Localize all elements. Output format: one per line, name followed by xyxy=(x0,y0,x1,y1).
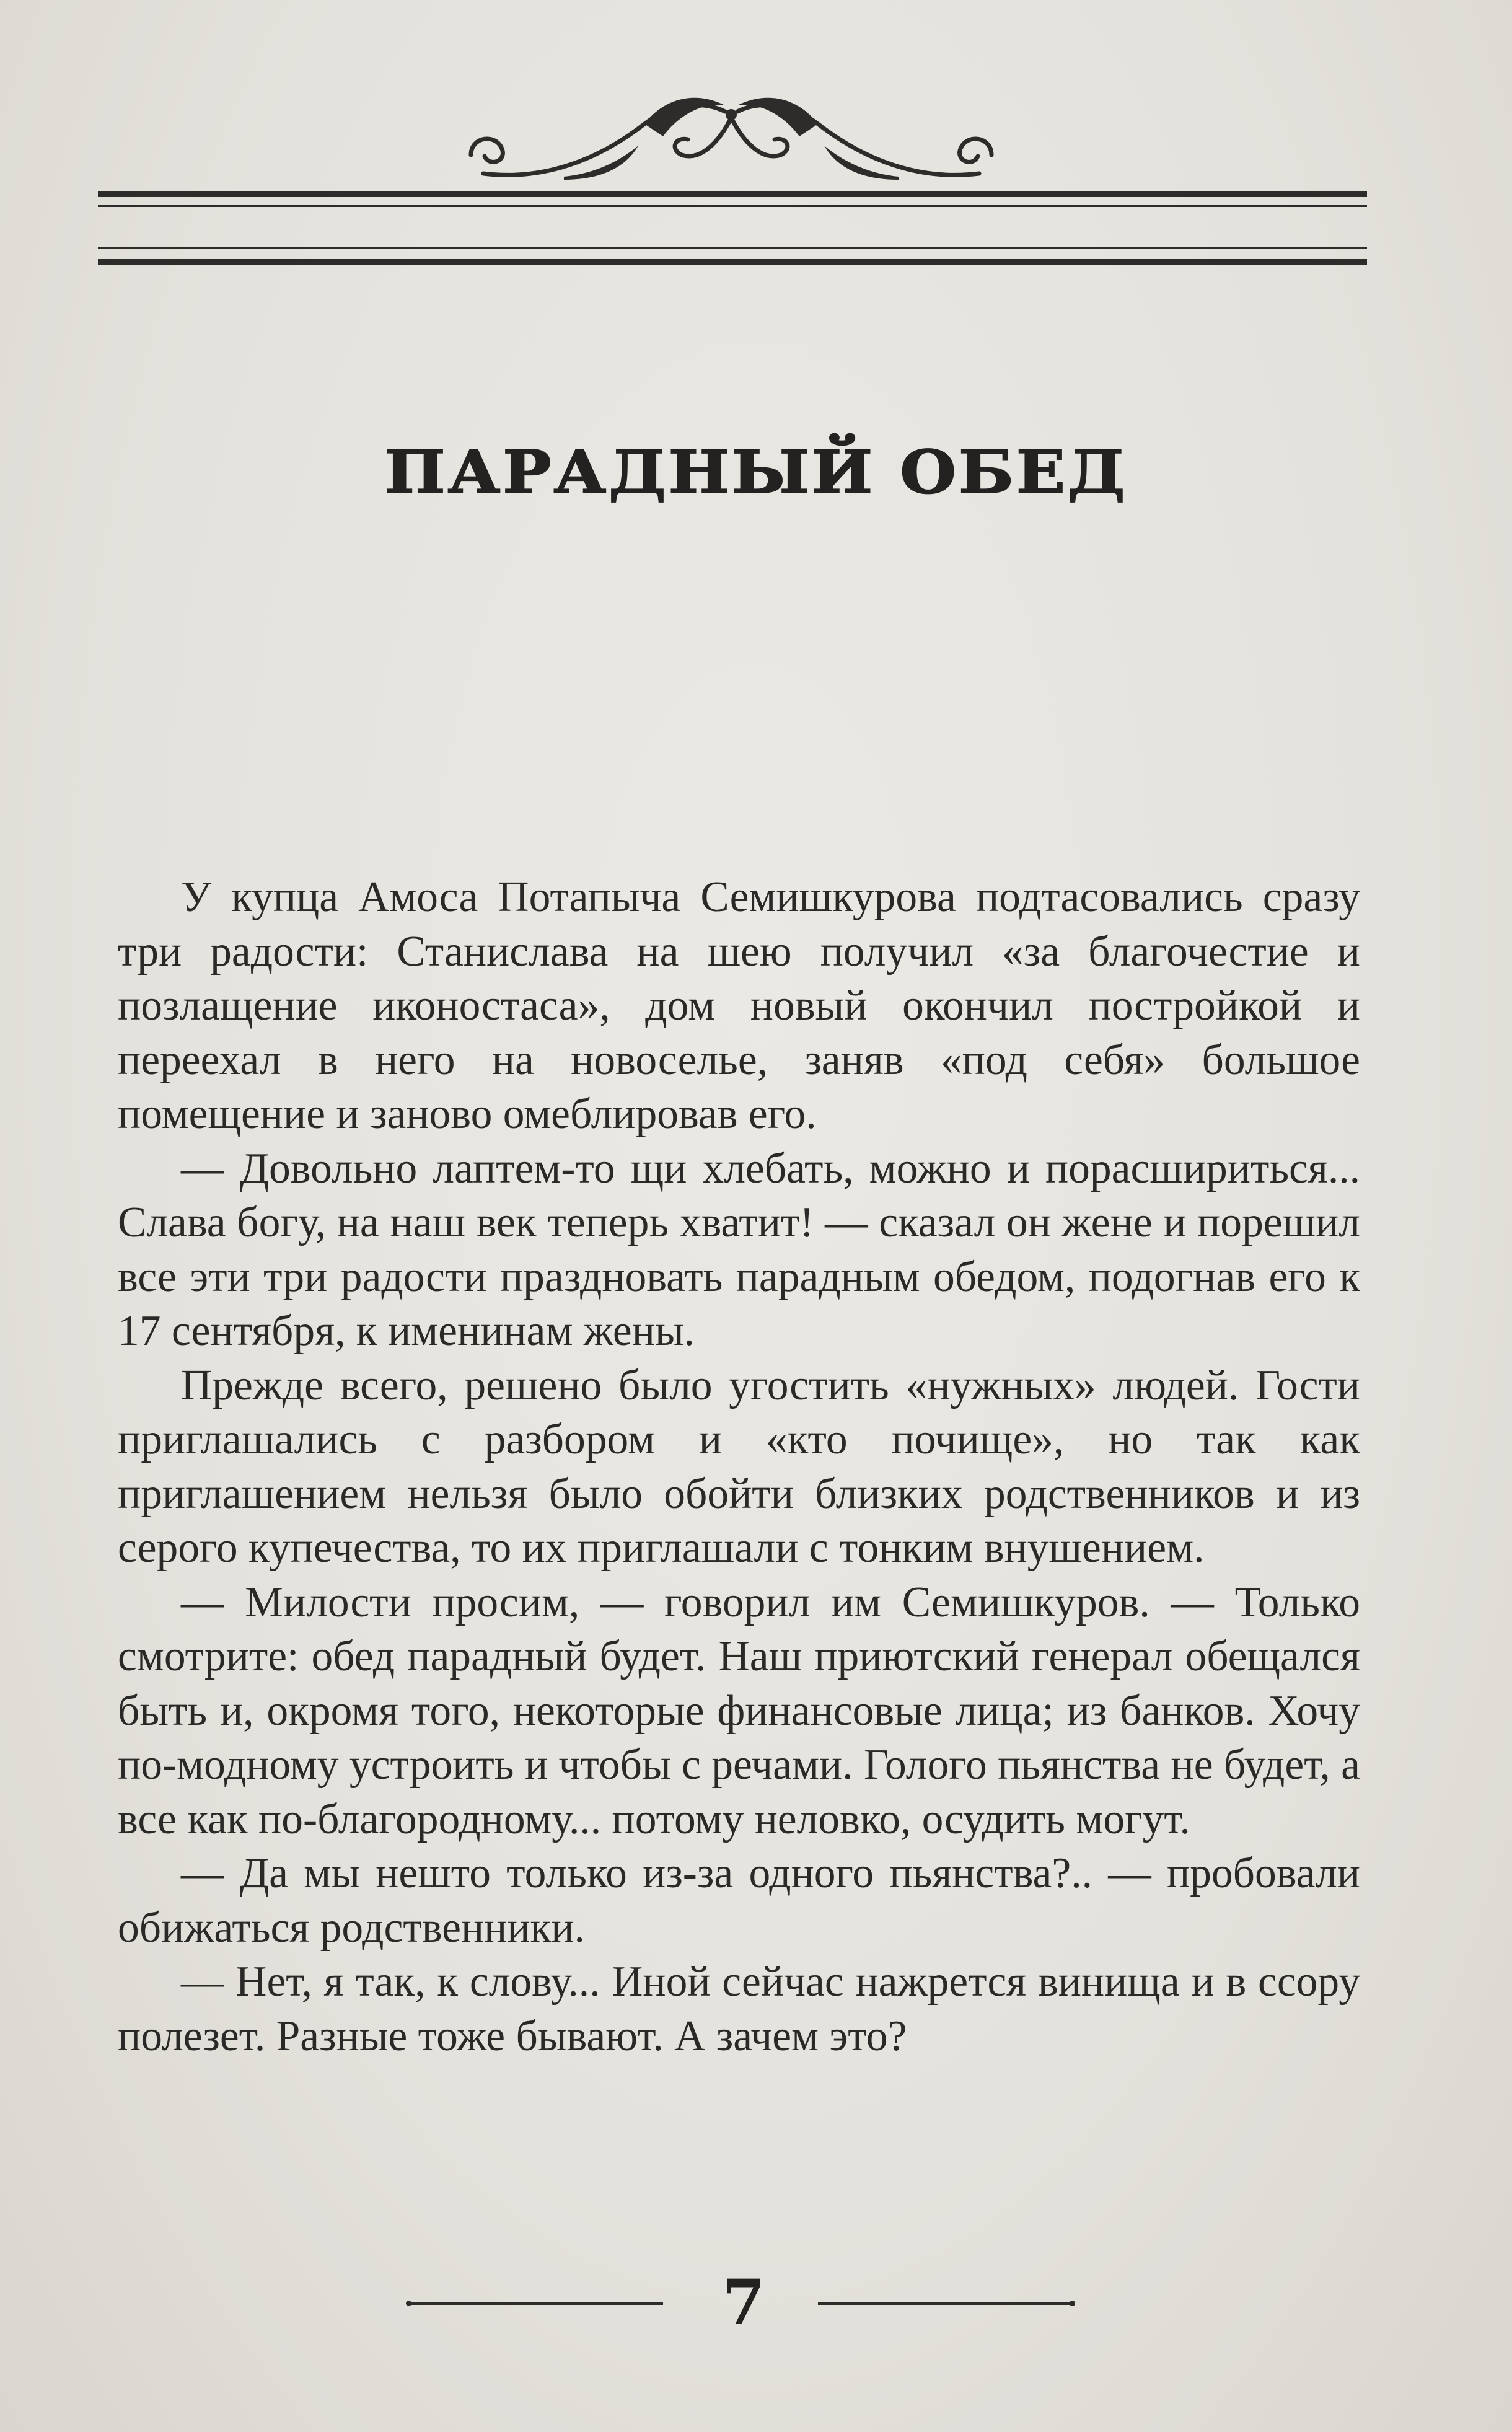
header-rule-bottom-thin xyxy=(98,247,1367,249)
chapter-title: ПАРАДНЫЙ ОБЕД xyxy=(384,436,1128,508)
paragraph: — Довольно лаптем-то щи хлебать, можно и порасшириться... Слава богу, на наш век теперь хватит! — сказал он жене и порешил все эти три радости праздновать парадным обедом, подогнав его к 17 сентября, к именинам жены. xyxy=(118,1144,1360,1355)
paragraph: Прежде всего, решено было угостить «нужных» людей. Гости приглашались с разбором и «кто почище», но так как приглашением нельзя было обойти близких родственников и из серого купечества, то их приглашали с тонким внушением. xyxy=(118,1361,1360,1572)
flourish-ornament-icon xyxy=(459,87,1004,198)
header-rule-top-thin xyxy=(98,205,1367,207)
paragraph: У купца Амоса Потапыча Семишкурова подтасовались сразу три радости: Станислава на шею получил «за благочестие и позлащение иконостаса», дом новый окончил постройкой и переехал в него на новоселье, заняв «под себя» большое помещение и заново омеблировав его. xyxy=(118,873,1360,1138)
page-number: 7 xyxy=(722,2266,765,2339)
paragraph: — Да мы нешто только из-за одного пьянства?.. — пробовали обижаться родственники. xyxy=(118,1849,1360,1952)
footer-rule-left xyxy=(409,2302,663,2305)
header-rule-bottom-thick xyxy=(98,259,1367,265)
header-rule-top-thick xyxy=(98,191,1367,197)
paragraph: — Милости просим, — говорил им Семишкуров. — Только смотрите: обед парадный будет. Наш приютский генерал обещался быть и, окромя того, некоторые финансовые лица; из банков. Хочу по-модному устроить и чтобы с речами. Голого пьянства не будет, а все как по-благородному... потому неловко, осудить могут. xyxy=(118,1578,1360,1843)
footer-rule-right xyxy=(818,2302,1072,2305)
footer-rule-right-end xyxy=(1070,2301,1075,2306)
body-text xyxy=(118,870,1360,2063)
paragraph: — Нет, я так, к слову... Иной сейчас нажрется винища и в ссору полезет. Разные тоже бывают. А зачем это? xyxy=(118,1958,1360,2060)
